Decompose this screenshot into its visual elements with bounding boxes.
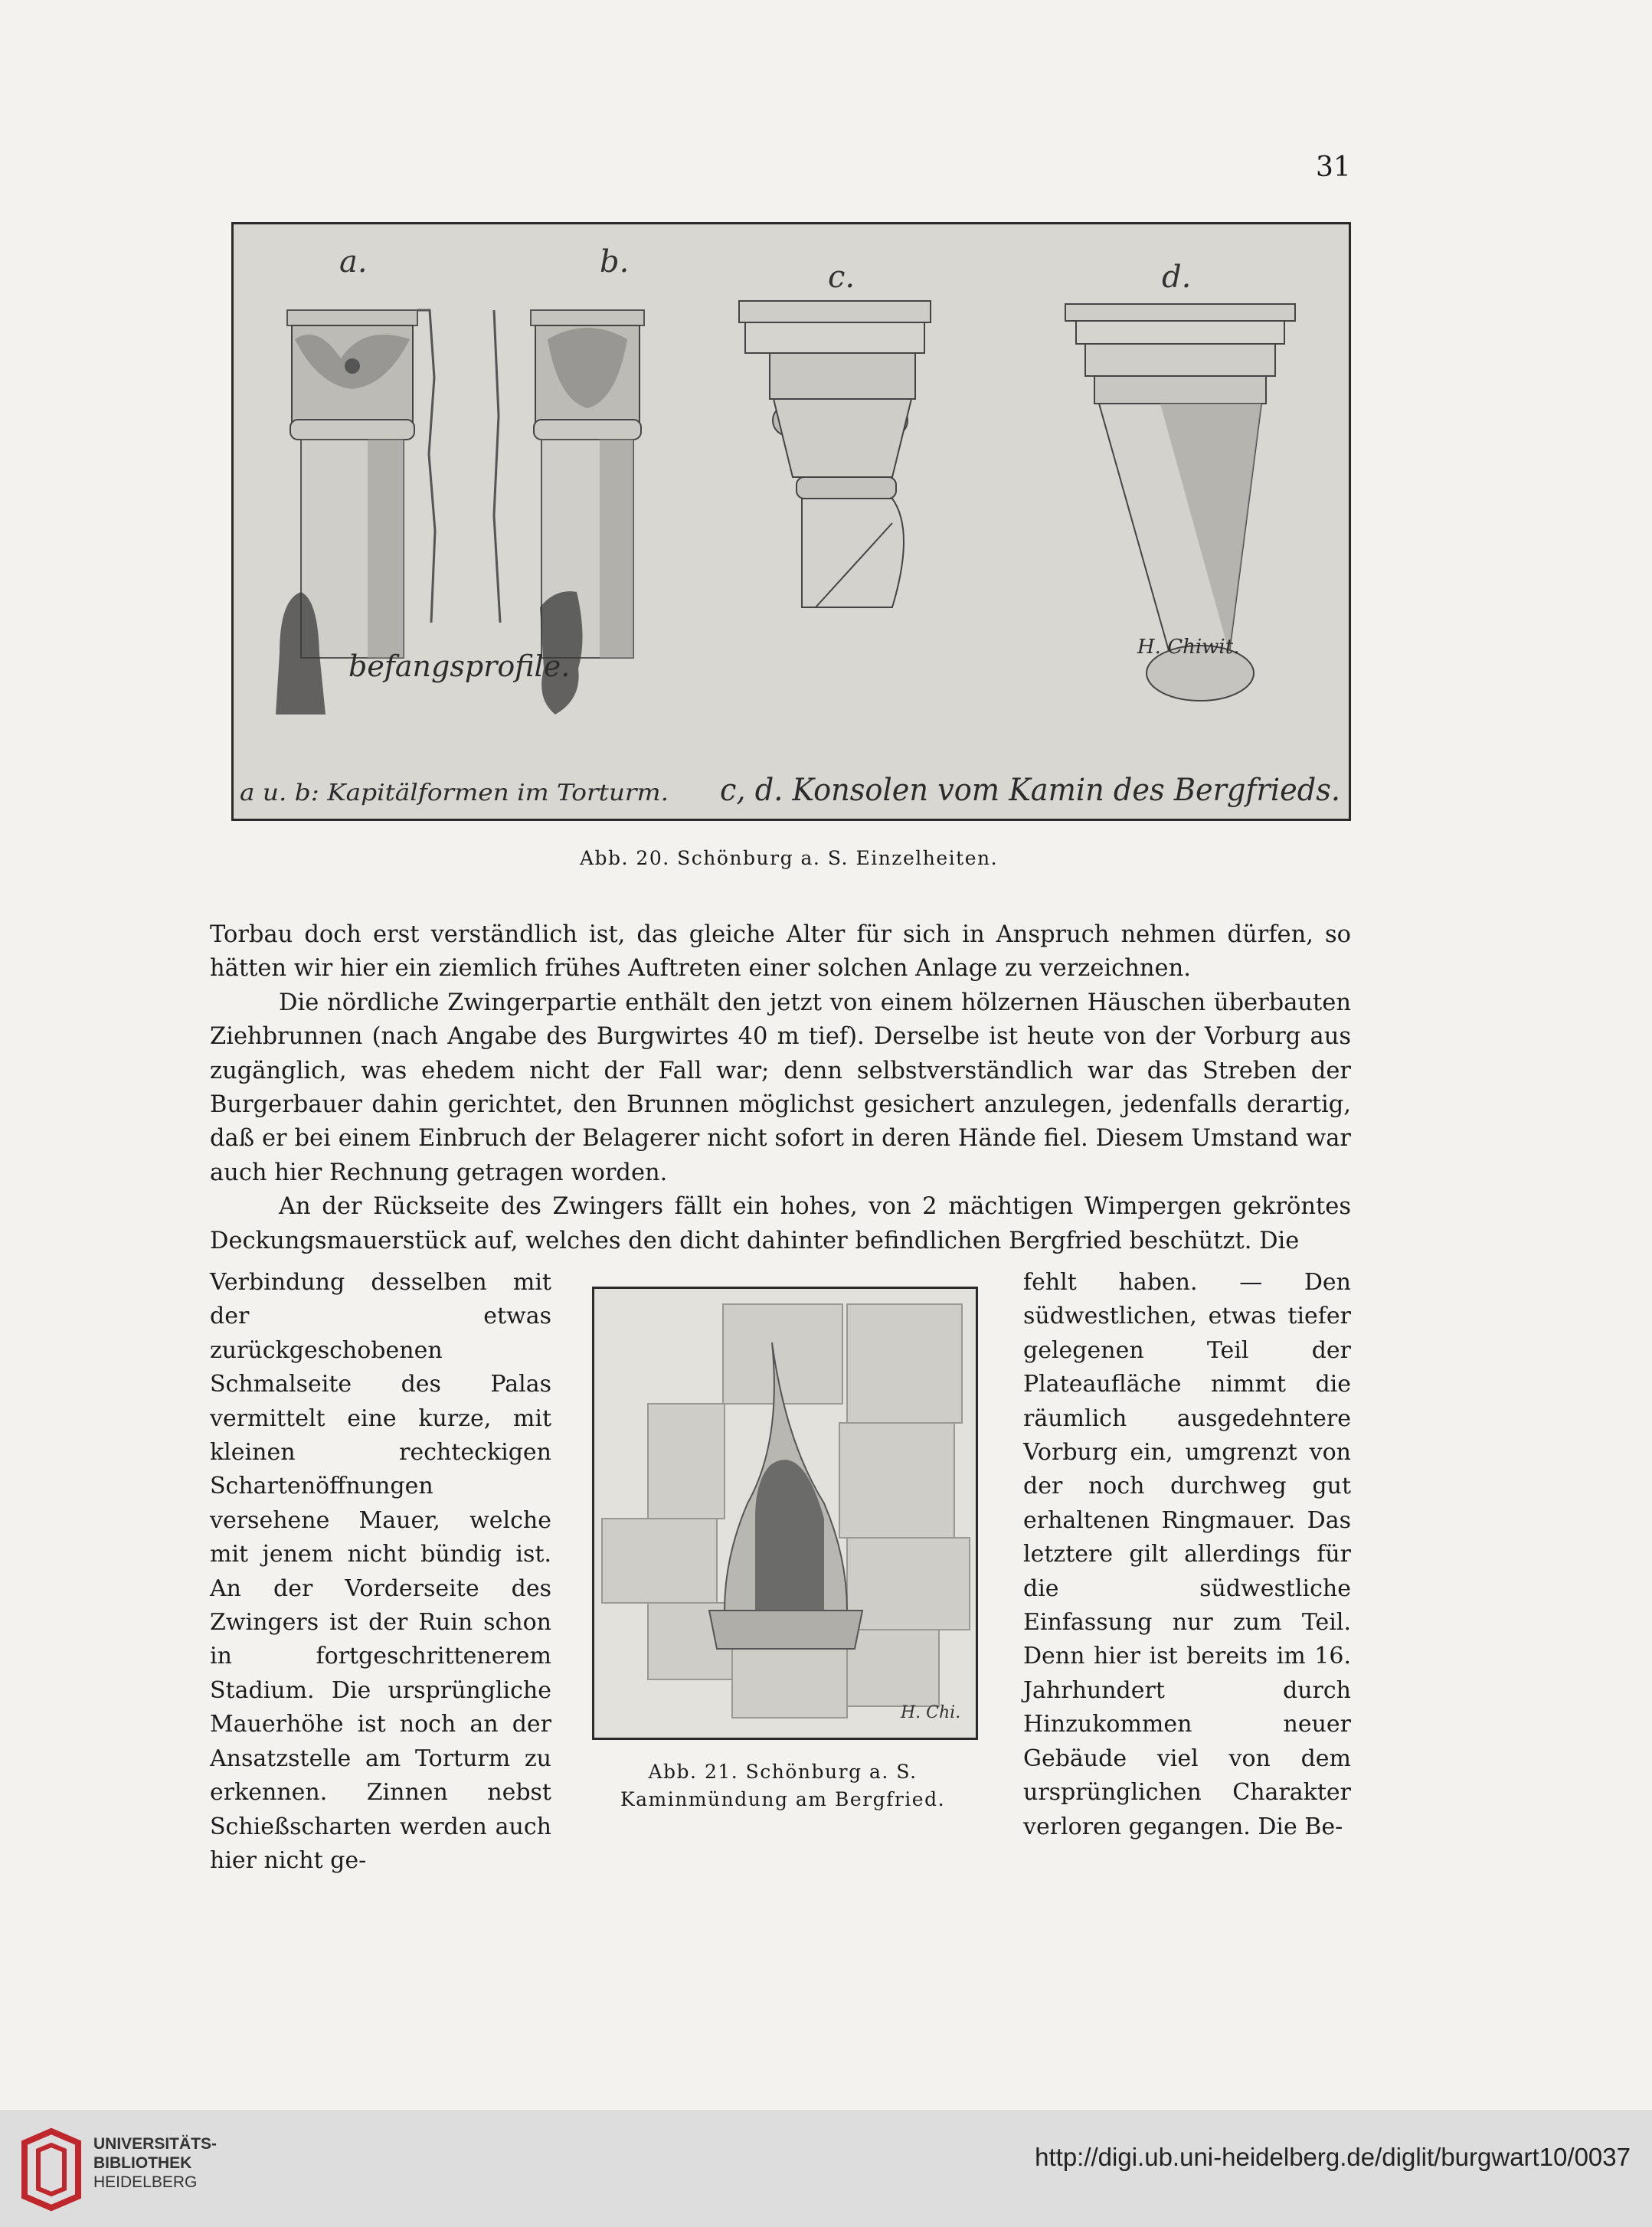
paragraph-3: An der Rückseite des Zwingers fällt ein hohes, von 2 mächtigen Wimpergen gekröntes Deckungsmauerstück auf, welches den dicht dahinter befindlichen Bergfried beschützt. Die xyxy=(210,1193,1351,1254)
main-paragraphs xyxy=(210,918,1351,1258)
library-logo-icon xyxy=(17,2127,86,2215)
permalink-url[interactable]: http://digi.ub.uni-heidelberg.de/diglit/burgwart10/0037 xyxy=(1035,2143,1631,2171)
artist-signature: H. Chiwit. xyxy=(1137,636,1240,659)
label-c: c. xyxy=(828,260,855,295)
figure-20-caption: Abb. 20. Schönburg a. S. Einzelheiten. xyxy=(579,847,999,869)
figure-21-chimney-opening xyxy=(592,1287,978,1740)
annotation-capitals: a u. b: Kapitälformen im Torturm. xyxy=(240,780,669,806)
label-b: b. xyxy=(600,244,630,280)
figure-21-caption xyxy=(582,1758,983,1813)
figure-21-drawing xyxy=(594,1289,976,1738)
label-a: a. xyxy=(339,244,368,280)
figure-20-capitals-consoles xyxy=(231,222,1351,821)
left-column-text: Verbindung desselben mit der etwas zurückgeschobenen Schmalseite des Palas vermittelt eine kurze, mit kleinen rechteckigen Schartenöffnungen versehene Mauer, welche mit jenem nicht bündig ist. An der Vorderseite des Zwingers ist der Ruin schon in fortgeschrittenerem Stadium. Die ursprüngliche Mauerhöhe ist noch an der Ansatzstelle am Torturm zu erkennen. Zinnen nebst Schießscharten werden auch hier nicht ge- xyxy=(210,1269,551,1874)
figure-21-caption-subtitle: Kaminmündung am Bergfried. xyxy=(620,1788,946,1810)
label-d: d. xyxy=(1162,260,1192,295)
logo-line-3: HEIDELBERG xyxy=(93,2173,198,2191)
annotation-consoles: c, d. Konsolen vom Kamin des Bergfrieds. xyxy=(720,773,1340,808)
paragraph-2: Die nördliche Zwingerpartie enthält den jetzt von einem hölzernen Häuschen überbauten Ziehbrunnen (nach Angabe des Burgwirtes 40 m tief). Derselbe ist heute von der Vorburg aus zugänglich, was ehedem nicht der Fall war; denn selbstverständlich war das Streben der Burgerbauer dahin gerichtet, den Brunnen möglichst gesichert anzulegen, jedenfalls derartig, daß er bei einem Einbruch der Belagerer nicht sofort in deren Hände fiel. Diesem Umstand war auch hier Rechnung getragen worden. xyxy=(210,989,1351,1186)
paragraph-1: Torbau doch erst verständlich ist, das gleiche Alter für sich in Anspruch nehmen dürfen, so hätten wir hier ein ziemlich frühes Auftreten einer solchen Anlage zu verzeichnen. xyxy=(210,921,1351,983)
figure-20-drawing xyxy=(234,224,1349,819)
logo-line-1: UNIVERSITÄTS- xyxy=(93,2135,218,2153)
library-logo-text xyxy=(93,2134,217,2192)
logo-line-2: BIBLIOTHEK xyxy=(93,2154,192,2172)
page-number: 31 xyxy=(1316,152,1351,183)
right-column-text: fehlt haben. — Den südwestlichen, etwas tiefer gelegenen Teil der Plateaufläche nimmt die räumlich ausgedehntere Vorburg ein, umgrenzt von der noch durchweg gut erhaltenen Ringmauer. Das letztere gilt allerdings für die südwestliche Einfassung nur zum Teil. Denn hier ist bereits im 16. Jahrhundert durch Hinzukommen neuer Gebäude viel von dem ursprünglichen Charakter verloren gegangen. Die Be- xyxy=(1023,1269,1351,1840)
handwritten-profile-label: befangsprofile. xyxy=(348,649,571,683)
fig21-signature: H. Chi. xyxy=(901,1703,961,1722)
figure-21-caption-title: Abb. 21. Schönburg a. S. xyxy=(648,1761,918,1783)
